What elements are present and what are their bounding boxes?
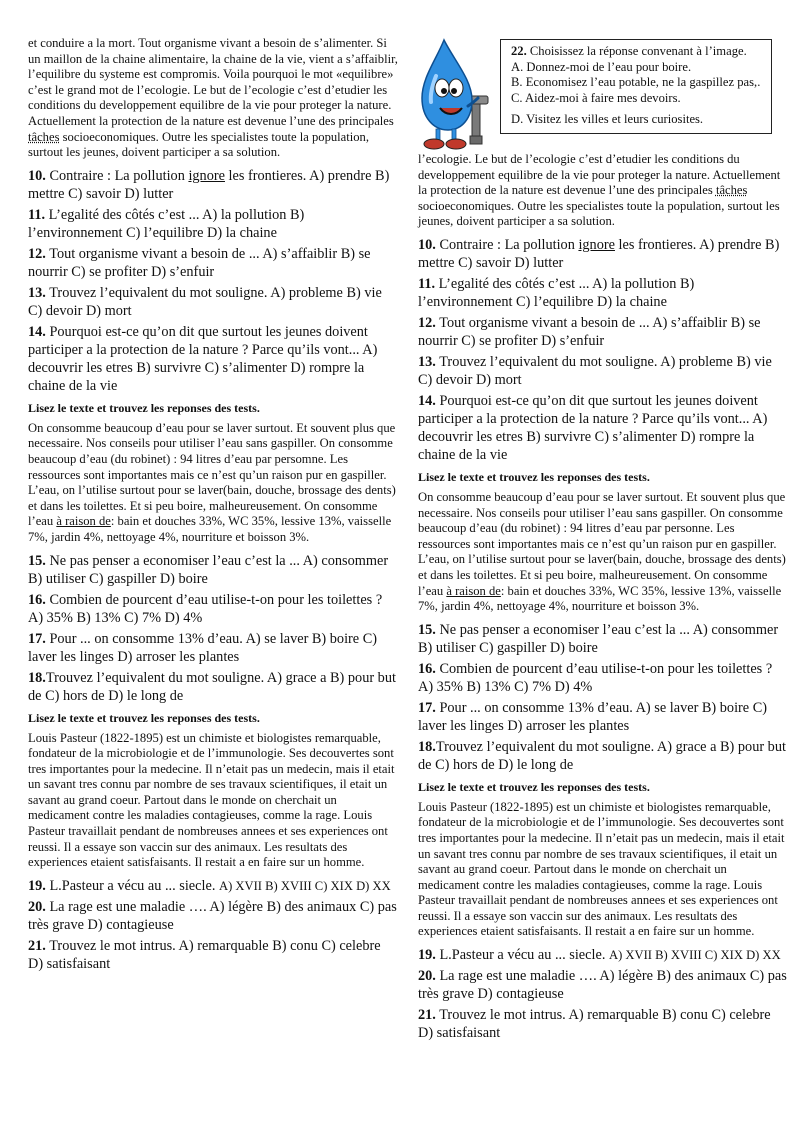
question-number: 19. bbox=[418, 947, 436, 964]
question-text: Choisissez la réponse convenant à l’image. bbox=[529, 44, 747, 58]
question-number: 17. bbox=[418, 699, 436, 716]
question-number: 10. bbox=[28, 167, 46, 184]
question-text: Contraire : La pollution bbox=[49, 167, 185, 184]
question-17 bbox=[418, 699, 788, 735]
question-20 bbox=[28, 898, 398, 934]
question-text: Pour ... on consomme 13% d’eau. A) se laver B) boire C) laver les linges D) arroser les plantes bbox=[28, 630, 378, 665]
question-22 bbox=[511, 44, 763, 60]
water-text-body: On consomme beaucoup d’eau pour se laver surtout. Et souvent plus que necessaire. Nos conseils pour utiliser l’eau sans gaspiller. On consomme beaucoup d’eau (du robinet) : 94 litres d’eau par persomne. Les ressources sont importantes mais ce n’est qu’un raison pur en gaspiller. L’eau, on l’utilise surtout pour se laver(bain, douche, brossage des dents) et dans les toilettes. Et si peu boire, malheureusement. On consomme l’eau bbox=[28, 420, 396, 529]
question-number: 17. bbox=[28, 630, 46, 647]
question-10 bbox=[418, 236, 788, 272]
question-number: 16. bbox=[28, 591, 46, 608]
right-column bbox=[418, 36, 788, 1045]
underlined-word: ignore bbox=[188, 167, 225, 184]
question-options: A) XVII B) XVIII C) XIX D) XX bbox=[608, 948, 781, 963]
underlined-word: à raison de bbox=[446, 583, 501, 598]
question-19 bbox=[418, 946, 788, 964]
question-text: Ne pas penser a economiser l’eau c’est la ... A) consommer B) utiliser C) gaspiller D) boire bbox=[28, 552, 389, 587]
question-text: La rage est une maladie …. A) légère B) des animaux C) pas très grave D) contagieuse bbox=[418, 968, 787, 1003]
question-number: 12. bbox=[418, 314, 436, 331]
question-text: L’egalité des côtés c’est ... A) la pollution B) l’environnement C) l’equilibre D) la chaine bbox=[418, 275, 695, 310]
question-12 bbox=[28, 245, 398, 281]
section-heading: Lisez le texte et trouvez les reponses des tests. bbox=[28, 710, 260, 725]
question-text: Tout organisme vivant a besoin de ... A) s’affaiblir B) se nourrir C) se profiter D) s’enfuir bbox=[418, 314, 761, 349]
question-number: 15. bbox=[418, 621, 436, 638]
pasteur-text: Louis Pasteur (1822-1895) est un chimiste et biologistes remarquable, fondateur de la microbiologie et de l’immunologie. Ses decouvertes sont tres importantes pour la medecine. Il n’etait pas un medecin, mais il etait un savant tres connu par nombre de ses travaux scientifiques, il etait un savant au grand coeur. Partout dans le monde on cherchait un medicament contre les maladies contagieuses, comme la rage. Louis Pasteur travaillait pendant de nombreuses annees et ses experiences ont reussi. Il a essaye son vaccin sur des animaux. Les resultats des experiences etaient satisfaisants. Il restait a en faire sur un homme. bbox=[418, 799, 785, 939]
water-text-end: : bain et douches 33%, WC 35%, lessive 13%, vaisselle 7%, jardin 4%, nettoyage 4%, nourriture et boisson 3%. bbox=[28, 514, 392, 544]
question-text: La rage est une maladie …. A) légère B) des animaux C) pas très grave D) contagieuse bbox=[28, 898, 397, 933]
ecology-text bbox=[418, 152, 788, 230]
option-d: D. Visitez les villes et leurs curiosites. bbox=[511, 112, 704, 127]
question-options: les frontieres. A) prendre B) mettre C) savoir D) lutter bbox=[418, 236, 780, 271]
question-options: A) XVII B) XVIII C) XIX D) XX bbox=[218, 878, 391, 893]
question-text: Pourquoi est-ce qu’on dit que surtout les jeunes doivent participer a la protection de la nature ? Parce qu’ils vont... A) decouvrir les etres B) survivre C) s’alimenter D) rompre la chaine de la vie bbox=[28, 323, 378, 394]
ecology-text-body: et conduire a la mort. Tout organisme vivant a besoin de s’alimenter. Si un maillon de la chaine alimentaire, la chaine de la vie, vient a s’affaiblir, l’equilibre du systeme est compromis. Voila pourquoi le mot «equilibre» c’est le grand mot de l’ecologie. Le but de l’ecologie c’est d’etudier les conditions du developpement equilibre de la vie pour proteger la nature. Actuellement la protection de la nature est devenue l’une des principales bbox=[28, 36, 398, 128]
question-number: 19. bbox=[28, 877, 46, 894]
water-text bbox=[28, 421, 398, 546]
question-number: 20. bbox=[28, 898, 46, 915]
question-number: 22. bbox=[511, 44, 527, 58]
question-number: 12. bbox=[28, 245, 46, 262]
question-number: 13. bbox=[418, 353, 436, 370]
underlined-word: à raison de bbox=[56, 514, 111, 529]
question-16 bbox=[418, 660, 788, 696]
question-21 bbox=[418, 1006, 788, 1042]
question-10 bbox=[28, 167, 398, 203]
question-13 bbox=[28, 284, 398, 320]
question-text: Trouvez le mot intrus. A) remarquable B) conu C) celebre D) satisfaisant bbox=[418, 1007, 771, 1042]
question-text: Pourquoi est-ce qu’on dit que surtout les jeunes doivent participer a la protection de la nature ? Parce qu’ils vont... A) decouvrir les etres B) survivre C) s’alimenter D) rompre la chaine de la vie bbox=[418, 392, 768, 463]
underlined-word: ignore bbox=[578, 236, 615, 253]
section-heading: Lisez le texte et trouvez les reponses des tests. bbox=[418, 469, 650, 484]
ecology-text-end: socioeconomiques. Outre les specialistes toute la population, surtout les jeunes, doivent participer a sa solution. bbox=[28, 129, 370, 160]
ecology-text-body: l’ecologie. Le but de l’ecologie c’est d’etudier les conditions du developpement equilibre de la vie pour proteger la nature. Actuellement la protection de la nature est devenue l’une des principales bbox=[418, 152, 781, 198]
option-c: C. Aidez-moi à faire mes devoirs. bbox=[511, 90, 681, 105]
question-text: Trouvez l’equivalent du mot souligne. A) grace a B) pour but de C) hors de D) le long de bbox=[28, 669, 396, 704]
question-text: Combien de pourcent d’eau utilise-t-on pour les toilettes ? A) 35% B) 13% C) 7% D) 4% bbox=[418, 660, 773, 695]
question-number: 21. bbox=[28, 937, 46, 954]
option-b: B. Economisez l’eau potable, ne la gaspillez pas,. bbox=[511, 75, 761, 90]
question-number: 18. bbox=[28, 669, 46, 686]
water-text bbox=[418, 490, 788, 615]
section-heading: Lisez le texte et trouvez les reponses des tests. bbox=[28, 400, 260, 415]
question-number: 20. bbox=[418, 968, 436, 985]
image-question-area bbox=[418, 36, 788, 158]
question-text: Trouvez l’equivalent du mot souligne. A) probleme B) vie C) devoir D) mort bbox=[28, 284, 382, 319]
pasteur-text: Louis Pasteur (1822-1895) est un chimiste et biologistes remarquable, fondateur de la microbiologie et de l’immunologie. Ses decouvertes sont tres importantes pour la medecine. Il n’etait pas un medecin, mais il etait un savant tres connu par nombre de ses travaux scientifiques, il etait un savant au grand coeur. Partout dans le monde on cherchait un medicament contre les maladies contagieuses, comme la rage. Louis Pasteur travaillait pendant de nombreuses annees et ses experiences ont reussi. Il a essaye son vaccin sur des animaux. Les resultats des experiences etaient satisfaisants. Il restait a en faire sur un homme. bbox=[28, 730, 395, 870]
question-20 bbox=[418, 967, 788, 1003]
question-14 bbox=[418, 392, 788, 464]
underlined-word: tâches bbox=[28, 129, 60, 144]
question-number: 10. bbox=[418, 236, 436, 253]
question-13 bbox=[418, 353, 788, 389]
question-number: 18. bbox=[418, 738, 436, 755]
question-text: Combien de pourcent d’eau utilise-t-on pour les toilettes ? A) 35% B) 13% C) 7% D) 4% bbox=[28, 591, 383, 626]
question-number: 21. bbox=[418, 1007, 436, 1024]
question-number: 15. bbox=[28, 552, 46, 569]
question-text: L’egalité des côtés c’est ... A) la pollution B) l’environnement C) l’equilibre D) la chaine bbox=[28, 206, 305, 241]
question-text: L.Pasteur a vécu au ... siecle. bbox=[49, 877, 216, 894]
question-15 bbox=[28, 552, 398, 588]
question-19 bbox=[28, 877, 398, 895]
question-14 bbox=[28, 323, 398, 395]
water-drop-mascot-icon bbox=[416, 36, 496, 154]
question-number: 11. bbox=[28, 206, 46, 223]
left-column bbox=[28, 36, 398, 976]
question-text: Contraire : La pollution bbox=[439, 236, 575, 253]
underlined-word: tâches bbox=[715, 183, 748, 198]
question-text: Pour ... on consomme 13% d’eau. A) se laver B) boire C) laver les linges D) arroser les plantes bbox=[418, 699, 768, 734]
question-22-box bbox=[500, 39, 772, 134]
question-text: Trouvez le mot intrus. A) remarquable B) conu C) celebre D) satisfaisant bbox=[28, 937, 381, 972]
option-a: A. Donnez-moi de l’eau pour boire. bbox=[511, 59, 692, 74]
question-number: 11. bbox=[418, 275, 436, 292]
question-text: Ne pas penser a economiser l’eau c’est la ... A) consommer B) utiliser C) gaspiller D) boire bbox=[418, 621, 779, 656]
question-text: Tout organisme vivant a besoin de ... A) s’affaiblir B) se nourrir C) se profiter D) s’enfuir bbox=[28, 245, 371, 280]
ecology-text bbox=[28, 36, 398, 161]
section-heading: Lisez le texte et trouvez les reponses des tests. bbox=[418, 779, 650, 794]
water-text-end: : bain et douches 33%, WC 35%, lessive 13%, vaisselle 7%, jardin 4%, nettoyage 4%, nourriture et boisson 3%. bbox=[418, 583, 782, 614]
question-text: Trouvez l’equivalent du mot souligne. A) probleme B) vie C) devoir D) mort bbox=[418, 353, 772, 388]
question-11 bbox=[418, 275, 788, 311]
question-15 bbox=[418, 621, 788, 657]
question-17 bbox=[28, 630, 398, 666]
question-18 bbox=[28, 669, 398, 705]
question-11 bbox=[28, 206, 398, 242]
question-18 bbox=[418, 738, 788, 774]
question-number: 13. bbox=[28, 284, 46, 301]
question-21 bbox=[28, 937, 398, 973]
water-text-body: On consomme beaucoup d’eau pour se laver surtout. Et souvent plus que necessaire. Nos conseils pour utiliser l’eau sans gaspiller. On consomme beaucoup d’eau (du robinet) : 94 litres d’eau par personne. Les ressources sont importantes mais ce n’est qu’un raison pur en gaspiller. L’eau, on l’utilise surtout pour se laver(bain, douche, brossage des dents) et dans les toilettes. Et si peu boire, malheureusement. On consomme l’eau bbox=[418, 489, 786, 598]
question-options: les frontieres. A) prendre B) mettre C) savoir D) lutter bbox=[28, 167, 390, 202]
question-12 bbox=[418, 314, 788, 350]
question-number: 16. bbox=[418, 660, 436, 677]
question-text: Trouvez l’equivalent du mot souligne. A) grace a B) pour but de C) hors de D) le long de bbox=[418, 738, 786, 773]
ecology-text-end: socioeconomiques. Outre les specialistes toute la population, surtout les jeunes, doivent participer a sa solution. bbox=[418, 198, 780, 229]
question-number: 14. bbox=[418, 392, 436, 409]
question-16 bbox=[28, 591, 398, 627]
question-text: L.Pasteur a vécu au ... siecle. bbox=[439, 947, 606, 964]
question-number: 14. bbox=[28, 323, 46, 340]
